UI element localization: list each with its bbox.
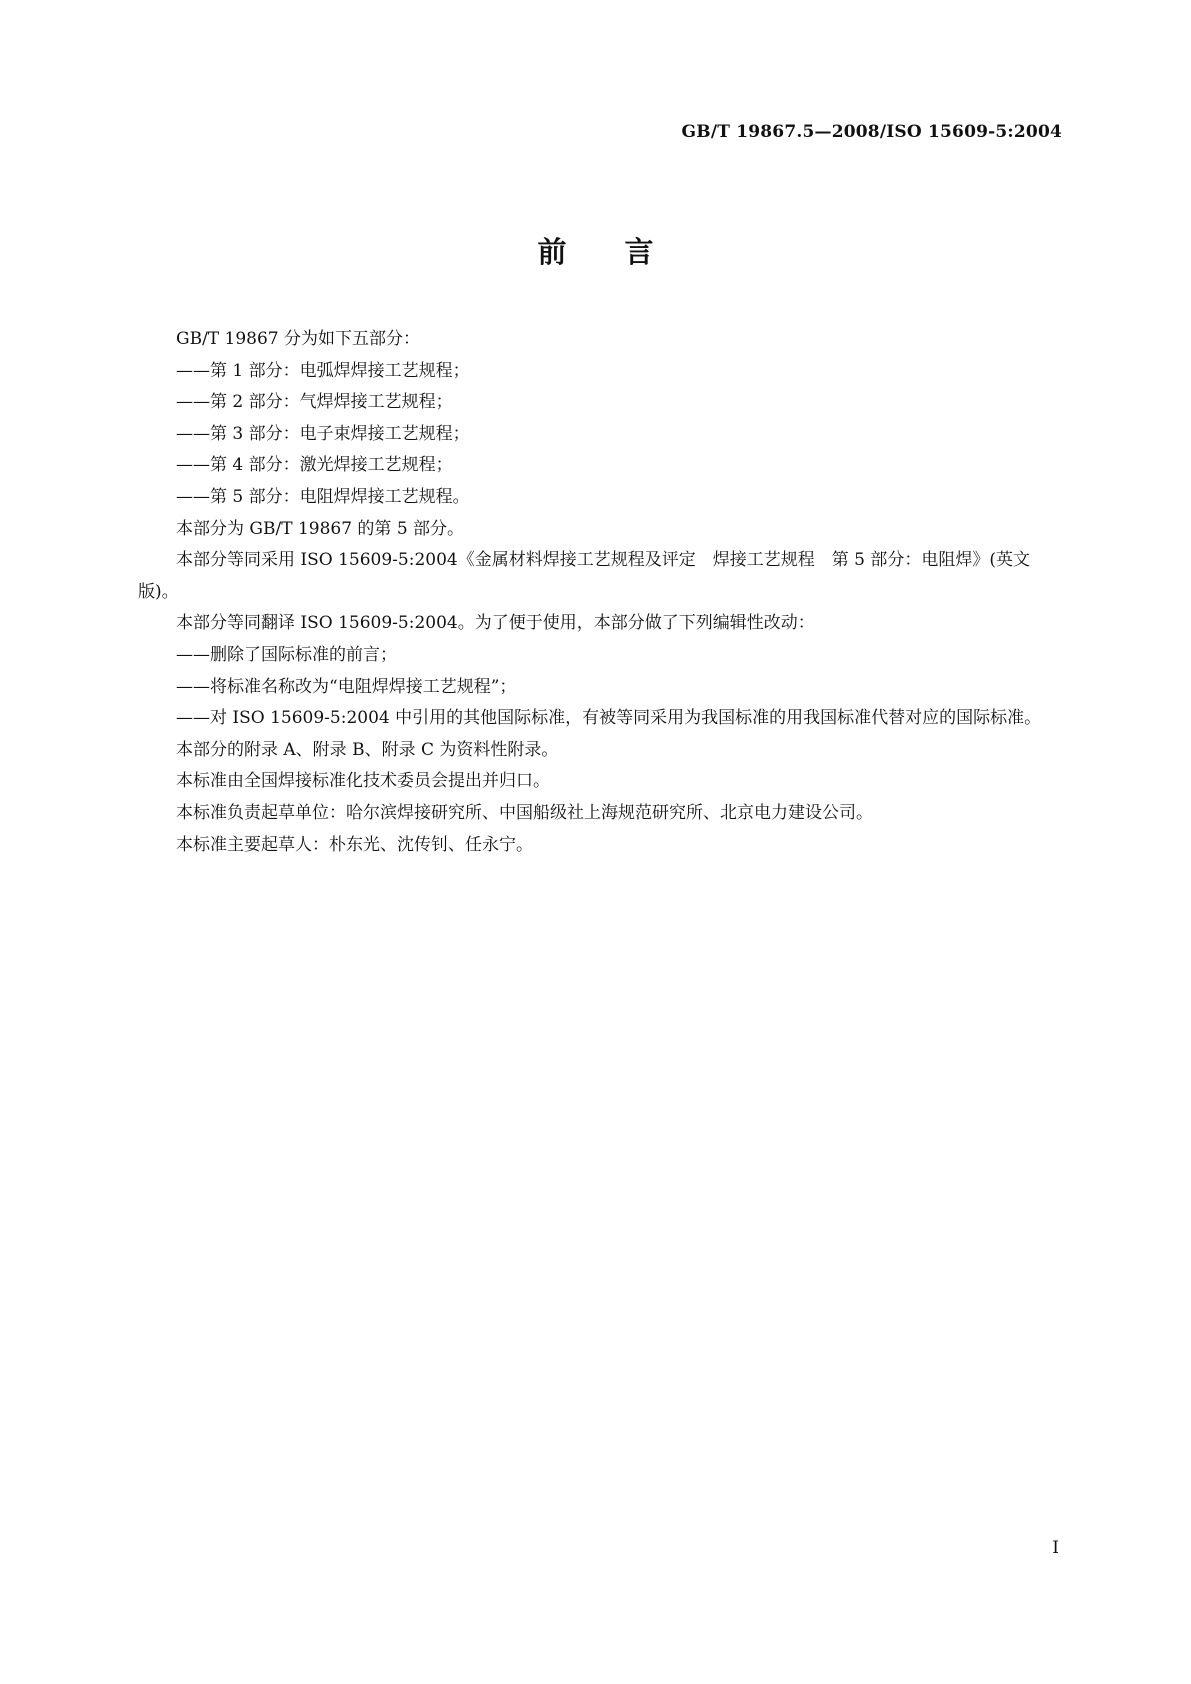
standard-code-header: GB/T 19867.5—2008/ISO 15609-5:2004: [681, 122, 1062, 142]
list-item-change-2: ——将标准名称改为“电阻焊焊接工艺规程”；: [176, 676, 517, 697]
paragraph-translation: 本部分等同翻译 ISO 15609-5:2004。为了便于使用，本部分做了下列编辑性改动：: [176, 613, 815, 634]
foreword-body: [138, 324, 1062, 861]
paragraph-drafters: 本标准主要起草人：朴东光、沈传钊、任永宁。: [176, 834, 533, 855]
list-item-change-3: ——对 ISO 15609-5:2004 中引用的其他国际标准，有被等同采用为我国标准的用我国标准代替对应的国际标准。: [176, 708, 1042, 729]
list-item-part-2: ——第 2 部分：气焊焊接工艺规程；: [176, 392, 453, 413]
list-item-change-1: ——删除了国际标准的前言；: [176, 644, 397, 665]
paragraph-annexes: 本部分的附录 A、附录 B、附录 C 为资料性附录。: [176, 739, 559, 760]
list-item-part-3: ——第 3 部分：电子束焊接工艺规程；: [176, 423, 470, 444]
list-item-part-5: ——第 5 部分：电阻焊焊接工艺规程。: [176, 486, 470, 507]
list-item-part-4: ——第 4 部分：激光焊接工艺规程；: [176, 455, 453, 476]
paragraph-adoption: 本部分等同采用 ISO 15609-5:2004《金属材料焊接工艺规程及评定 焊接工艺规程 第 5 部分：电阻焊》(英文版)。: [138, 550, 1030, 602]
paragraph-this-part: 本部分为 GB/T 19867 的第 5 部分。: [176, 518, 465, 539]
page-number: I: [1052, 1538, 1059, 1558]
page-title: 前言: [537, 235, 712, 269]
paragraph-proposer: 本标准由全国焊接标准化技术委员会提出并归口。: [176, 771, 550, 792]
paragraph-drafting-units: 本标准负责起草单位：哈尔滨焊接研究所、中国船级社上海规范研究所、北京电力建设公司。: [176, 802, 873, 823]
list-item-part-1: ——第 1 部分：电弧焊焊接工艺规程；: [176, 360, 470, 381]
paragraph-parts-intro: GB/T 19867 分为如下五部分：: [176, 329, 421, 349]
